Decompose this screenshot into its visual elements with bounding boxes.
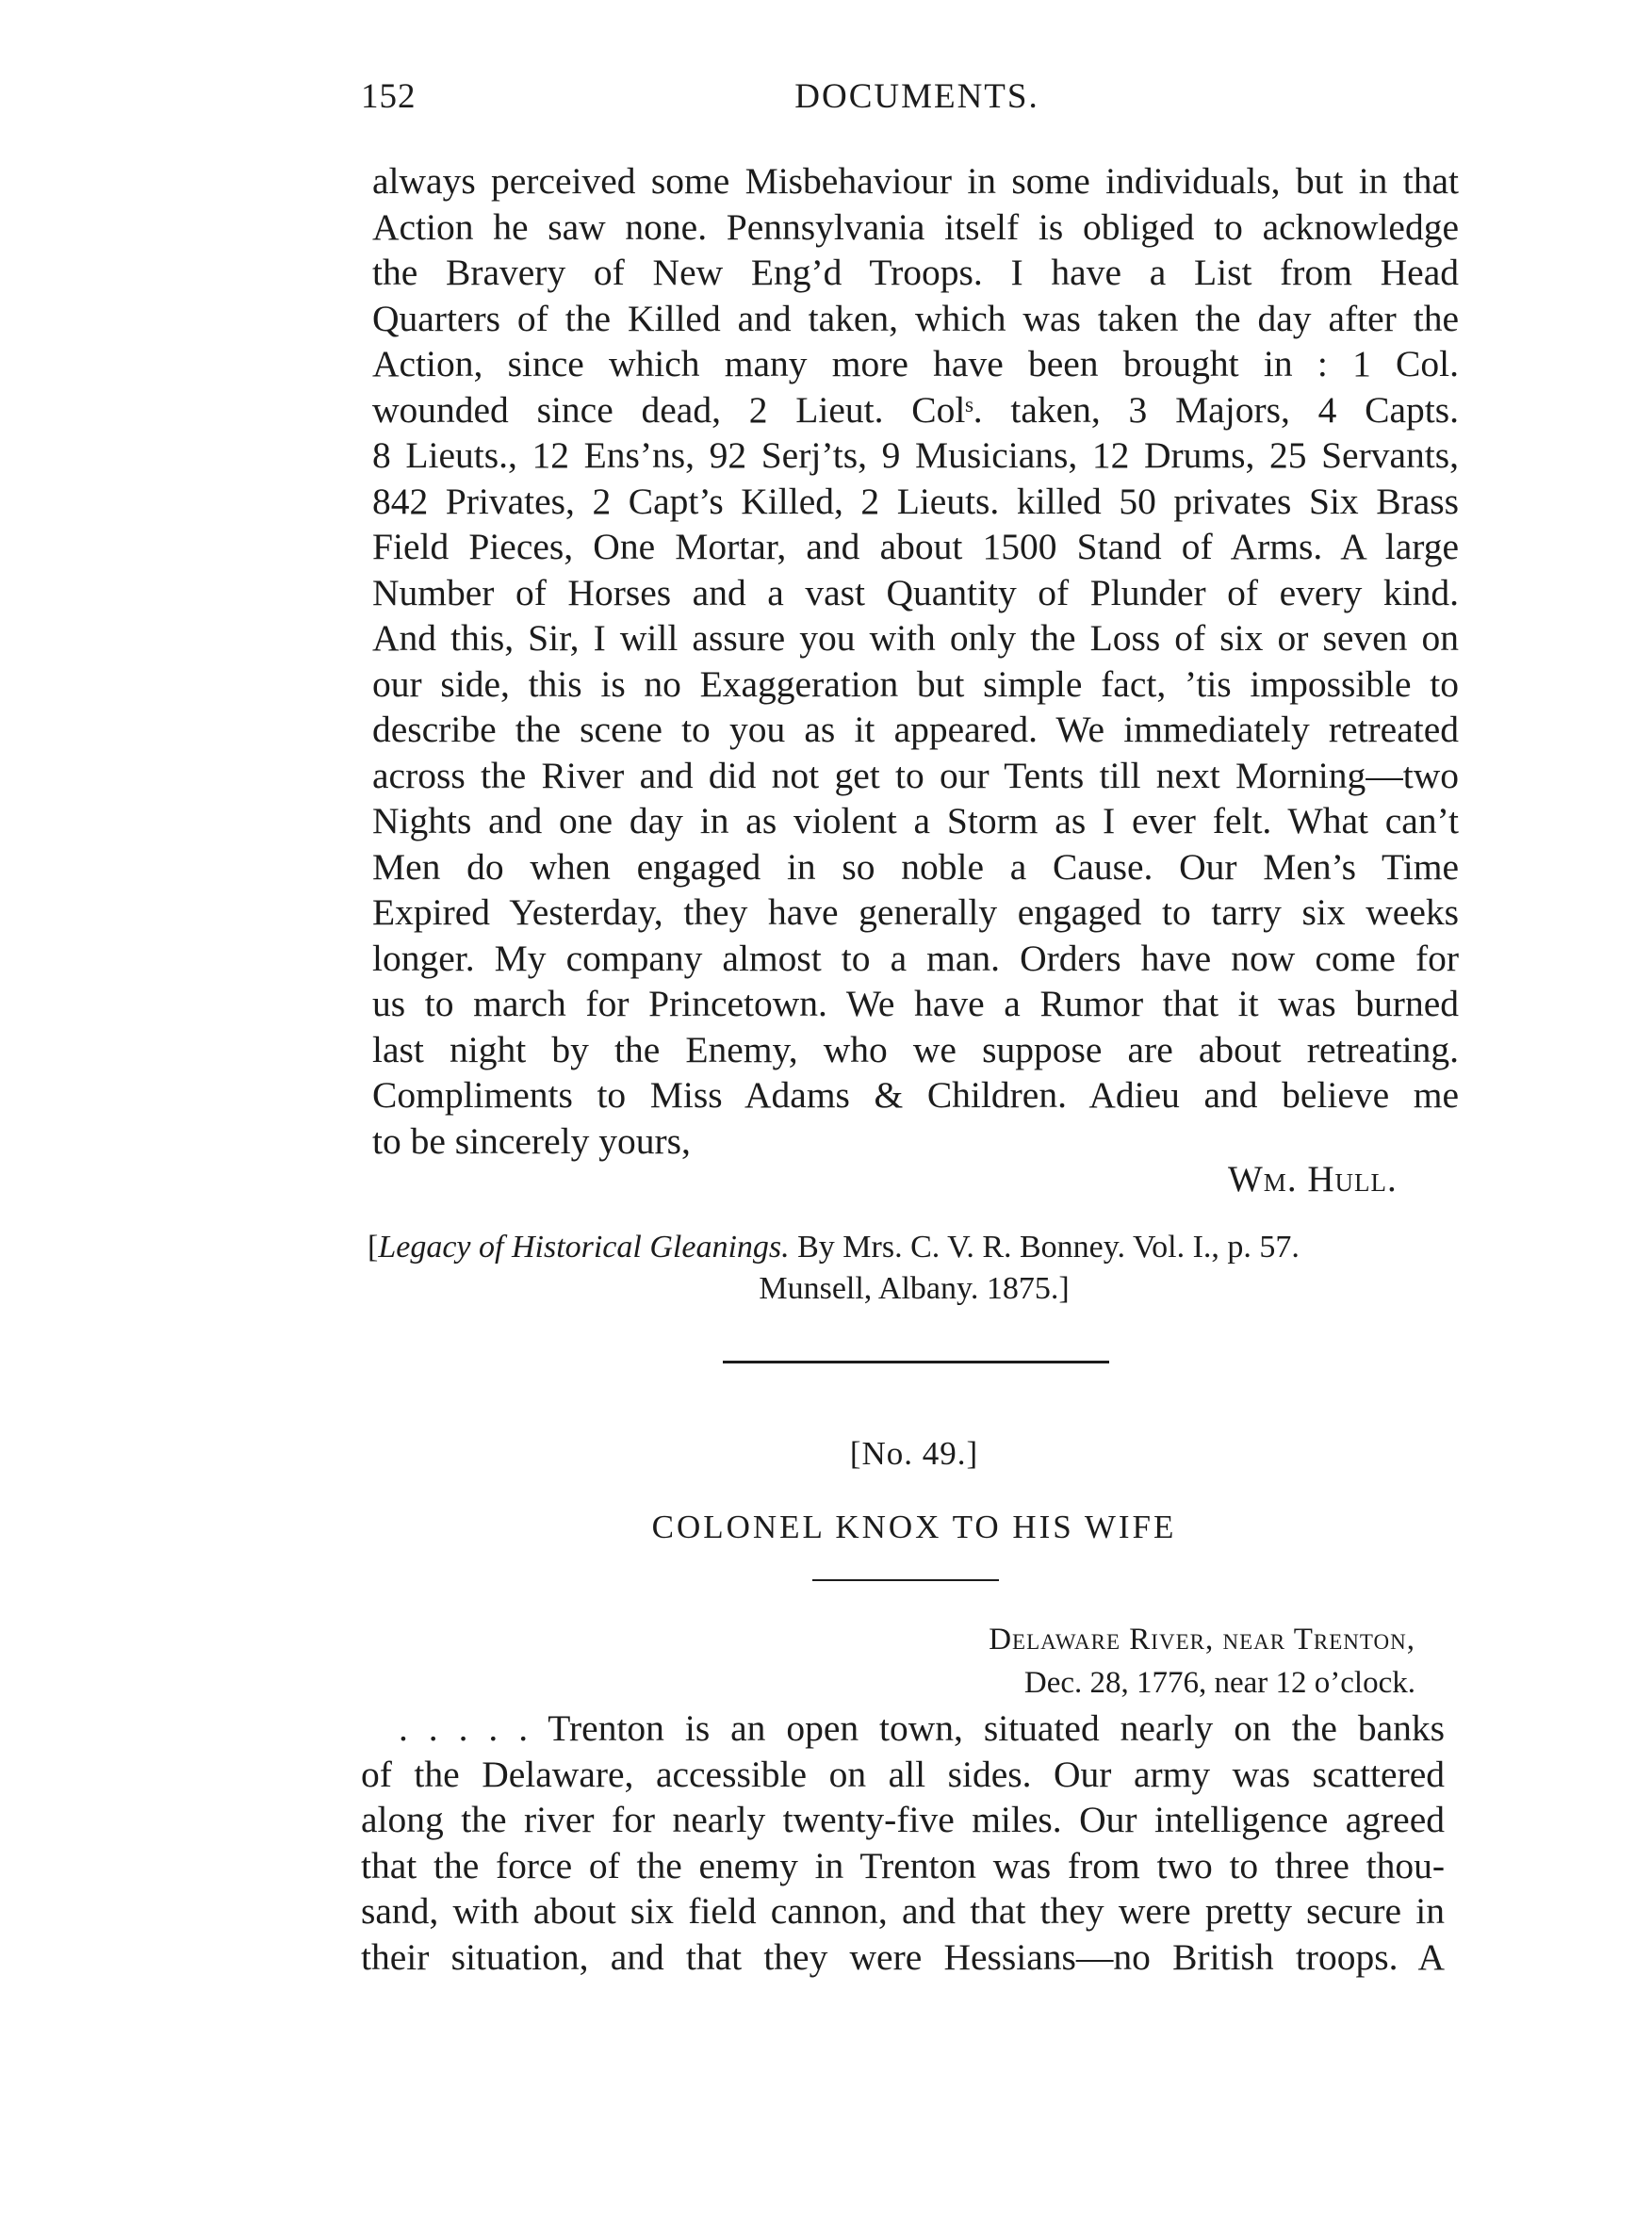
section-divider	[723, 1361, 1109, 1363]
text-line: Number of Horses and a vast Quantity of Plunder of every kind.	[372, 571, 1459, 613]
text-line: Expired Yesterday, they have generally engaged to tarry six weeks	[372, 891, 1459, 933]
text-line: Quarters of the Killed and taken, which was taken the day after the	[372, 297, 1459, 339]
text-line: sand, with about six field cannon, and that they were pretty secure in	[361, 1890, 1445, 1932]
text-line: to be sincerely yours,	[372, 1119, 691, 1162]
citation-line-1	[368, 1227, 1461, 1268]
text-line: Action he saw none. Pennsylvania itself is obliged to acknowledge	[372, 205, 1459, 248]
title-rule	[812, 1579, 999, 1581]
text-line: us to march for Princetown. We have a Rumor that it was burned	[372, 983, 1459, 1024]
letter-knox-body	[361, 1706, 1445, 1980]
text-line: of the Delaware, accessible on all sides. Our army was scattered	[361, 1753, 1445, 1795]
source-citation	[368, 1227, 1461, 1310]
text-line: 842 Privates, 2 Capt’s Killed, 2 Lieuts. killed 50 privates Six Brass	[372, 480, 1459, 522]
text-line: our side, this is no Exaggeration but simple fact, ’tis impossible to	[372, 662, 1459, 705]
text-line: Men do when engaged in so noble a Cause. Our Men’s Time	[372, 845, 1459, 888]
signature-hull: Wm. Hull.	[1228, 1159, 1398, 1200]
dateline-place: Delaware River, near Trenton,	[989, 1623, 1415, 1657]
text-line: that the force of the enemy in Trenton was from two to three thou-	[361, 1844, 1445, 1886]
document-number: [No. 49.]	[849, 1435, 979, 1472]
citation-author: By Mrs. C. V. R. Bonney. Vol. I., p. 57.	[789, 1230, 1300, 1265]
text-line: across the River and did not get to our Tents till next Morning—two	[372, 754, 1459, 796]
text-line: their situation, and that they were Hessians—no British troops. A	[361, 1935, 1445, 1978]
text-line: Compliments to Miss Adams & Children. Adieu and believe me	[372, 1074, 1459, 1116]
text-line: 8 Lieuts., 12 Ens’ns, 92 Serj’ts, 9 Musicians, 12 Drums, 25 Servants,	[372, 434, 1459, 476]
text-line: longer. My company almost to a man. Orders have now come for	[372, 937, 1459, 979]
text-line: . . . . . Trenton is an open town, situated nearly on the banks	[399, 1707, 1445, 1749]
text-line: And this, Sir, I will assure you with only the Loss of six or seven on	[372, 617, 1459, 659]
dateline-date: Dec. 28, 1776, near 12 o’clock.	[1023, 1666, 1415, 1700]
text-line: Action, since which many more have been brought in : 1 Col.	[372, 343, 1459, 384]
citation-line-2: Munsell, Albany. 1875.]	[759, 1271, 1070, 1306]
text-line: Field Pieces, One Mortar, and about 1500 Stand of Arms. A large	[372, 526, 1459, 567]
text-line: Nights and one day in as violent a Storm as I ever felt. What can’t	[372, 800, 1459, 841]
running-head	[361, 73, 1458, 121]
citation-bracket: [	[368, 1230, 379, 1265]
document-title: COLONEL KNOX TO HIS WIFE	[651, 1509, 1177, 1545]
text-line: wounded since dead, 2 Lieut. Colˢ. taken, 3 Majors, 4 Capts.	[372, 388, 1459, 431]
citation-title: Legacy of Historical Gleanings.	[378, 1230, 790, 1265]
text-line: describe the scene to you as it appeared. We immediately retreated	[372, 709, 1459, 750]
text-line: always perceived some Misbehaviour in some individuals, but in that	[372, 160, 1459, 202]
page-number: 152	[361, 77, 417, 116]
text-line: last night by the Enemy, who we suppose are about retreating.	[372, 1028, 1459, 1070]
letter-hull-body	[372, 158, 1459, 1164]
text-line: the Bravery of New Eng’d Troops. I have a List from Head	[372, 252, 1459, 293]
section-title: DOCUMENTS.	[794, 77, 1039, 116]
text-line: along the river for nearly twenty-five miles. Our intelligence agreed	[361, 1799, 1445, 1840]
